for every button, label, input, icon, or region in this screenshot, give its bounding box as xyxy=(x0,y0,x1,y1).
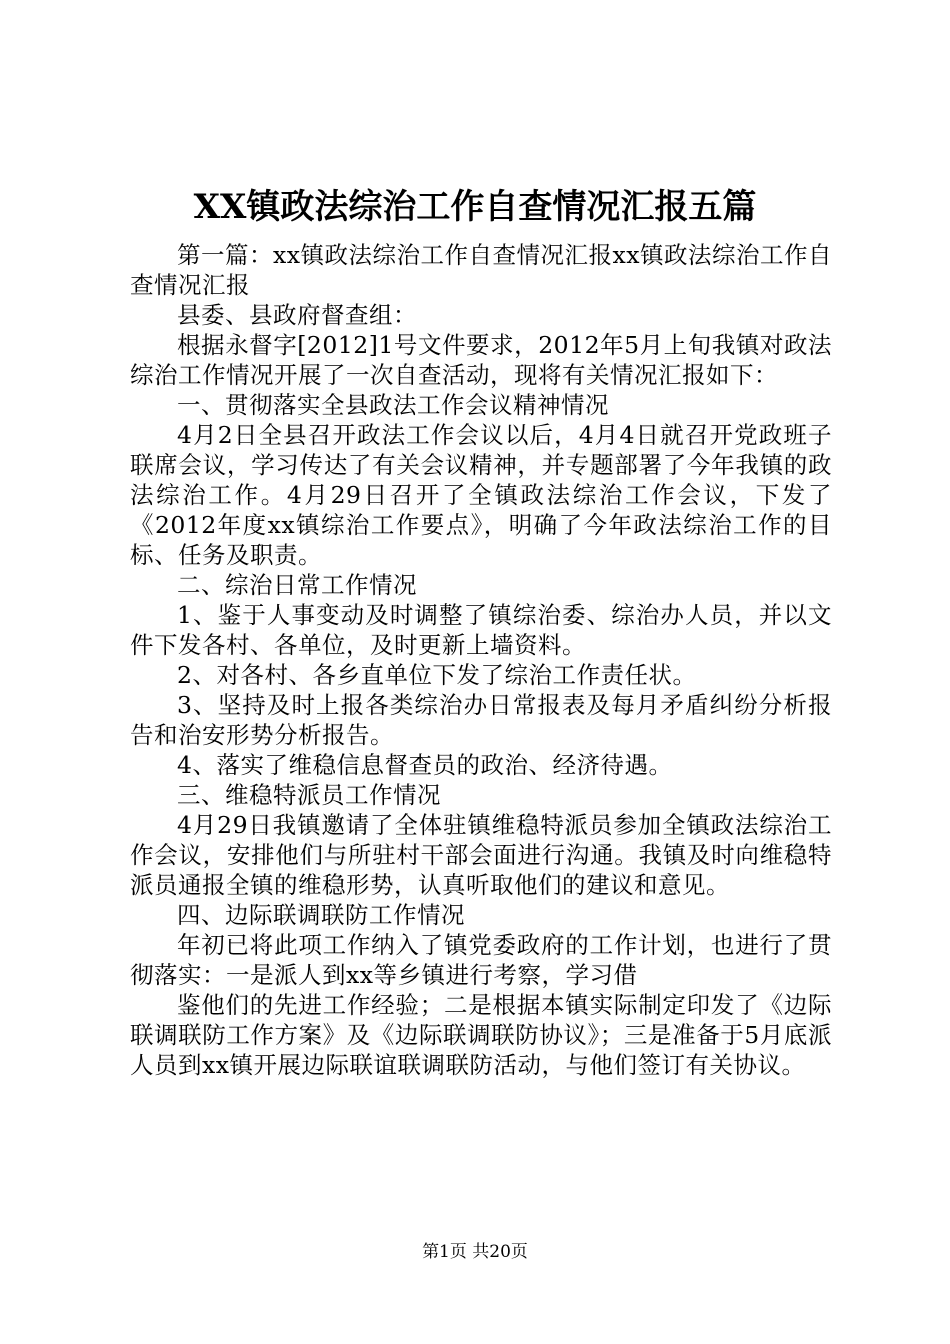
section-heading: 一、贯彻落实全县政法工作会议精神情况 xyxy=(177,391,609,419)
paragraph: 县委、县政府督查组： xyxy=(177,301,417,329)
section-heading: 四、边际联调联防工作情况 xyxy=(177,901,465,929)
paragraph: 4月29日我镇邀请了全体驻镇维稳特派员参加全镇政法综治工作会议，安排他们与所驻村干部会面进行沟通。我镇及时向维稳特派员通报全镇的维稳形势，认真听取他们的建议和意见。 xyxy=(130,811,832,899)
section-heading: 三、维稳特派员工作情况 xyxy=(177,781,441,809)
paragraph: 根据永督字[2012]1号文件要求，2012年5月上旬我镇对政法综治工作情况开展了一次自查活动，现将有关情况汇报如下： xyxy=(130,331,832,389)
paragraph: 第一篇：xx镇政法综治工作自查情况汇报xx镇政法综治工作自查情况汇报 xyxy=(130,241,833,299)
paragraph: 鉴他们的先进工作经验；二是根据本镇实际制定印发了《边际联调联防工作方案》及《边际联调联防协议》；三是准备于5月底派人员到xx镇开展边际联谊联调联防活动，与他们签订有关协议。 xyxy=(130,991,832,1079)
paragraph: 3、坚持及时上报各类综治办日常报表及每月矛盾纠纷分析报告和治安形势分析报告。 xyxy=(130,691,832,749)
page-footer: 第1页 共20页 xyxy=(422,1242,528,1262)
paragraph: 年初已将此项工作纳入了镇党委政府的工作计划，也进行了贯彻落实：一是派人到xx等乡镇进行考察，学习借 xyxy=(130,931,832,989)
paragraph: 4月2日全县召开政法工作会议以后，4月4日就召开党政班子联席会议，学习传达了有关会议精神，并专题部署了今年我镇的政法综治工作。4月29日召开了全镇政法综治工作会议，下发了《2012年度xx镇综治工作要点》，明确了今年政法综治工作的目标、任务及职责。 xyxy=(130,421,832,569)
paragraph: 4、落实了维稳信息督查员的政治、经济待遇。 xyxy=(177,751,673,779)
document-title: XX镇政法综治工作自查情况汇报五篇 xyxy=(193,187,757,227)
document-body xyxy=(130,240,832,1080)
section-heading: 二、综治日常工作情况 xyxy=(177,571,417,599)
paragraph: 1、鉴于人事变动及时调整了镇综治委、综治办人员，并以文件下发各村、各单位，及时更新上墙资料。 xyxy=(130,601,832,659)
paragraph: 2、对各村、各乡直单位下发了综治工作责任状。 xyxy=(177,661,697,689)
